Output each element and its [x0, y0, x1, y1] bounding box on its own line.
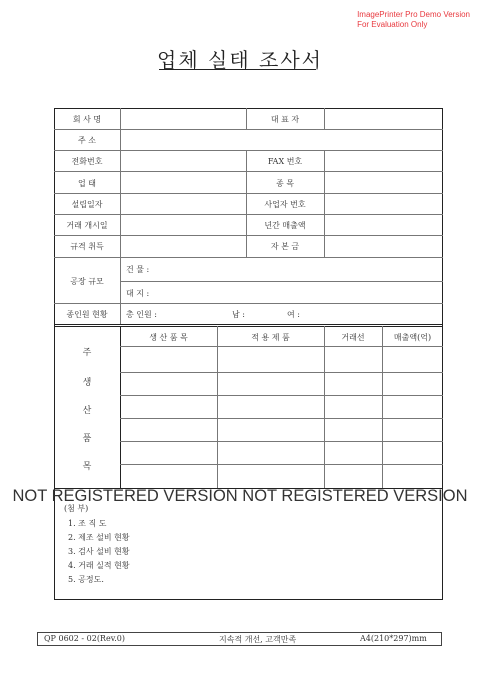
annual-sales-label: 년간 매출액: [264, 221, 306, 230]
form-row-divider: [54, 303, 443, 304]
products-row-divider: [120, 441, 443, 442]
form-row-divider: [54, 257, 443, 258]
attachment-item: 4. 거래 실적 현황: [68, 561, 130, 570]
demo-notice-line2: For Evaluation Only: [357, 20, 428, 29]
employees-female-label: 여 :: [287, 310, 300, 319]
document-title: 업체 실태 조사서: [157, 48, 323, 72]
employees-male-label: 남 :: [232, 310, 245, 319]
title-underline: [159, 69, 316, 70]
demo-notice: [357, 10, 470, 30]
product-cell[interactable]: [325, 347, 382, 371]
products-side-label: 산: [82, 406, 92, 416]
fax-label: FAX 번호: [267, 157, 303, 166]
business-type-label: 업 태: [78, 179, 96, 188]
land-label: 대 지 :: [126, 289, 150, 298]
products-col-header: 적 용 제 품: [251, 333, 290, 342]
attachment-item: 5. 공정도.: [68, 575, 104, 584]
products-side-label: 생: [82, 378, 92, 388]
address-label: 주 소: [78, 136, 96, 145]
attachment-item: 3. 검사 설비 현황: [68, 547, 130, 556]
capital-label: 자 본 금: [270, 242, 300, 251]
unregistered-watermark: NOT REGISTERED VERSION NOT REGISTERED VERSION: [12, 487, 468, 505]
products-row-divider: [120, 464, 443, 465]
products-side-label: 주: [82, 348, 92, 358]
building-label: 건 물 :: [126, 265, 150, 274]
attachment-item: 1. 조 직 도: [68, 519, 107, 528]
footer-doc-number: QP 0602 - 02(Rev.0): [44, 634, 126, 643]
product-cell[interactable]: [218, 347, 324, 371]
form-row-divider: [120, 281, 443, 282]
representative-field[interactable]: [325, 109, 442, 128]
annual-sales-field[interactable]: [325, 215, 442, 234]
products-side-label: 품: [82, 434, 92, 444]
employees-label: 종인원 현황: [66, 310, 108, 319]
established-field[interactable]: [121, 194, 245, 213]
standard-field[interactable]: [121, 236, 245, 256]
capital-field[interactable]: [325, 236, 442, 256]
biz-reg-no-field[interactable]: [325, 194, 442, 213]
products-col-header: 생 산 품 목: [149, 333, 188, 342]
products-table-top: [54, 326, 443, 327]
representative-label: 대 표 자: [270, 115, 300, 124]
product-cell[interactable]: [383, 347, 442, 371]
company-name-field[interactable]: [121, 109, 245, 128]
standard-label: 규격 취득: [70, 242, 104, 251]
products-row-divider: [120, 418, 443, 419]
footer-paper-size: A4(210*297)mm: [360, 634, 427, 643]
trade-start-field[interactable]: [121, 215, 245, 234]
demo-notice-line1: ImagePrinter Pro Demo Version: [357, 10, 470, 19]
attachments-heading: (첨 부): [64, 504, 89, 513]
employees-total-label: 총 인원 :: [126, 310, 157, 319]
address-field[interactable]: [121, 130, 442, 149]
products-side-label: 목: [82, 462, 92, 472]
products-row-divider: [120, 395, 443, 396]
footer-motto: 지속적 개선, 고객만족: [219, 635, 297, 644]
plant-scale-label: 공장 규모: [70, 277, 104, 286]
attachment-item: 2. 제조 설비 현황: [68, 533, 130, 542]
form-row-divider: [54, 324, 443, 325]
business-item-field[interactable]: [325, 172, 442, 192]
products-row-divider: [120, 372, 443, 373]
established-label: 설립일자: [71, 200, 103, 209]
products-col-header: 거래선: [341, 333, 365, 342]
fax-field[interactable]: [325, 151, 442, 170]
company-name-label: 회 사 명: [72, 115, 102, 124]
trade-start-label: 거래 개시일: [66, 221, 108, 230]
product-cell[interactable]: [121, 347, 217, 371]
business-type-field[interactable]: [121, 172, 245, 192]
business-item-label: 종 목: [276, 179, 294, 188]
products-col-header: 매출액(억): [393, 333, 432, 342]
phone-label: 전화번호: [71, 157, 103, 166]
phone-field[interactable]: [121, 151, 245, 170]
biz-reg-no-label: 사업자 번호: [264, 200, 306, 209]
